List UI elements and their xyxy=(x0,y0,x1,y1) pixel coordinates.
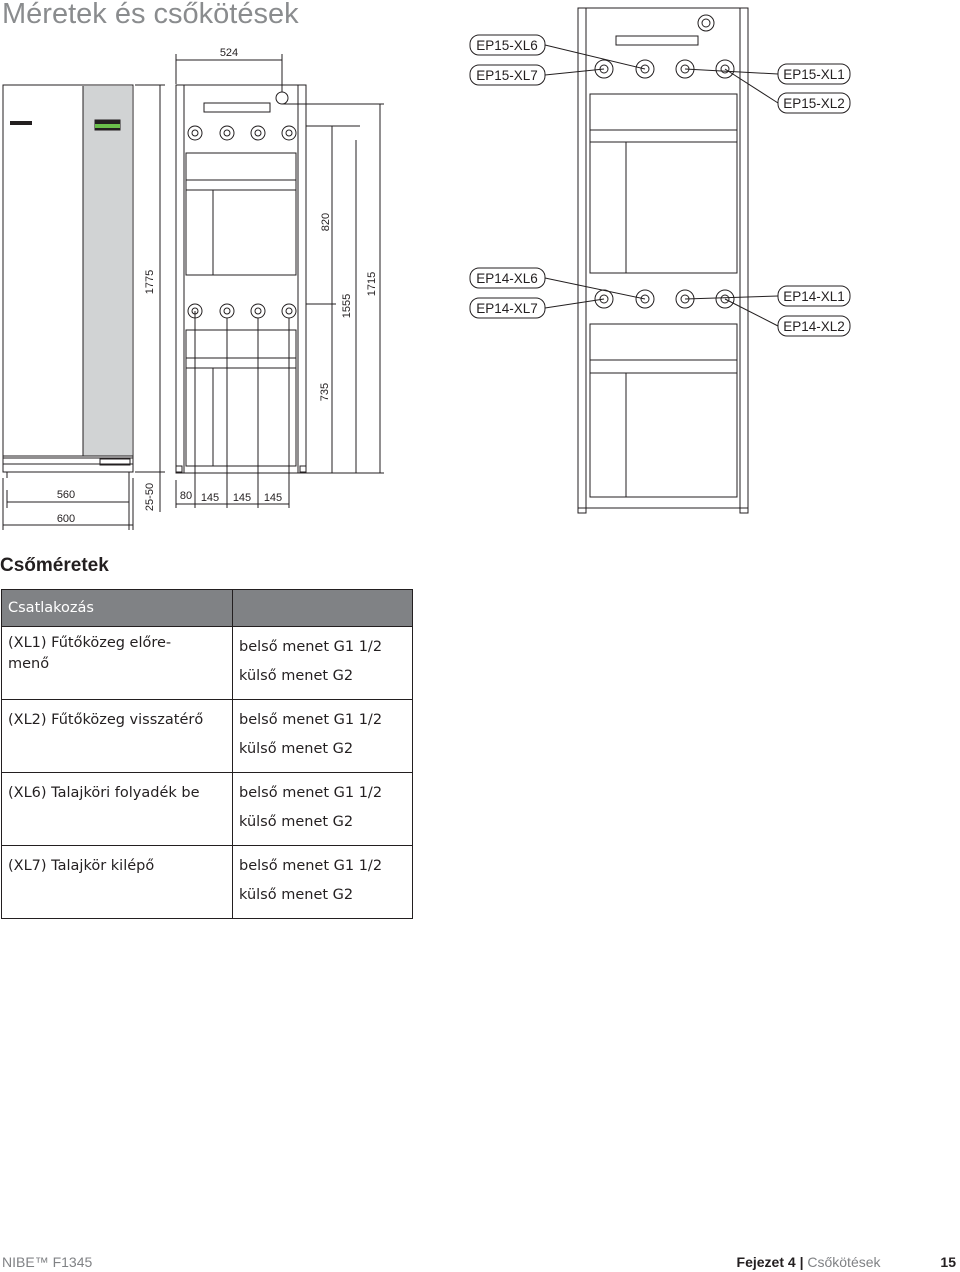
dim-145-a: 145 xyxy=(200,492,220,504)
dim-1775: 1775 xyxy=(144,269,156,295)
row-size xyxy=(233,627,413,700)
footer-section: Csőkötések xyxy=(807,1254,881,1270)
callout-ep14-xl6: EP14-XL6 xyxy=(476,271,538,286)
row-size-inner: belső menet G1 1/2 xyxy=(239,858,383,874)
row-size-outer: külső menet G2 xyxy=(239,887,354,903)
lower-connections xyxy=(188,304,296,318)
table-row xyxy=(2,627,413,700)
page-number: 15 xyxy=(940,1254,956,1270)
dimension-drawing xyxy=(0,0,960,545)
header-size xyxy=(233,590,413,627)
dim-820: 820 xyxy=(320,212,332,232)
dim-1555: 1555 xyxy=(341,293,353,319)
table-row xyxy=(2,700,413,773)
row-name: (XL7) Talajkör kilépő xyxy=(2,846,233,919)
callout-ep15-xl2: EP15-XL2 xyxy=(783,96,845,111)
row-name: (XL2) Fűtőközeg visszatérő xyxy=(2,700,233,773)
row-size xyxy=(233,773,413,846)
footer-separator: | xyxy=(799,1254,804,1270)
row-size-inner: belső menet G1 1/2 xyxy=(239,785,383,801)
row-size-inner: belső menet G1 1/2 xyxy=(239,639,383,655)
dim-145-c: 145 xyxy=(263,492,283,504)
dim-735: 735 xyxy=(319,382,331,402)
dim-560: 560 xyxy=(56,489,76,501)
callout-ep15-xl6: EP15-XL6 xyxy=(476,38,538,53)
callout-ep14-xl7: EP14-XL7 xyxy=(476,301,538,316)
footer-brand: NIBE™ F1345 xyxy=(2,1254,93,1270)
upper-connections xyxy=(188,126,296,140)
row-name: (XL1) Fűtőközeg előre-menő xyxy=(2,627,233,700)
unit-rear xyxy=(578,8,748,508)
section-title: Csőméretek xyxy=(0,555,109,576)
callout-ep14-xl1: EP14-XL1 xyxy=(783,289,845,304)
row-name: (XL6) Talajköri folyadék be xyxy=(2,773,233,846)
row-size-inner: belső menet G1 1/2 xyxy=(239,712,383,728)
dim-524: 524 xyxy=(219,47,239,59)
row-size xyxy=(233,846,413,919)
table-row xyxy=(2,773,413,846)
table-header-row xyxy=(2,590,413,627)
dim-145-b: 145 xyxy=(232,492,252,504)
callout-ep15-xl7: EP15-XL7 xyxy=(476,68,538,83)
dim-80: 80 xyxy=(179,490,193,502)
callout-ep15-xl1: EP15-XL1 xyxy=(783,67,845,82)
cabinet-side-panel xyxy=(83,86,132,456)
row-size-outer: külső menet G2 xyxy=(239,814,354,830)
dim-600: 600 xyxy=(56,513,76,525)
row-size-outer: külső menet G2 xyxy=(239,741,354,757)
table-row xyxy=(2,846,413,919)
page-title: Méretek és csőkötések xyxy=(2,0,299,30)
footer-chapter xyxy=(737,1254,956,1270)
dim-1715: 1715 xyxy=(366,271,378,297)
pipe-dimensions-table xyxy=(1,589,413,919)
footer-chapter-label: Fejezet 4 xyxy=(736,1254,796,1270)
row-size-outer: külső menet G2 xyxy=(239,668,354,684)
dim-feet: 25-50 xyxy=(144,482,156,512)
row-size xyxy=(233,700,413,773)
callout-ep14-xl2: EP14-XL2 xyxy=(783,319,845,334)
header-connection: Csatlakozás xyxy=(2,590,233,627)
